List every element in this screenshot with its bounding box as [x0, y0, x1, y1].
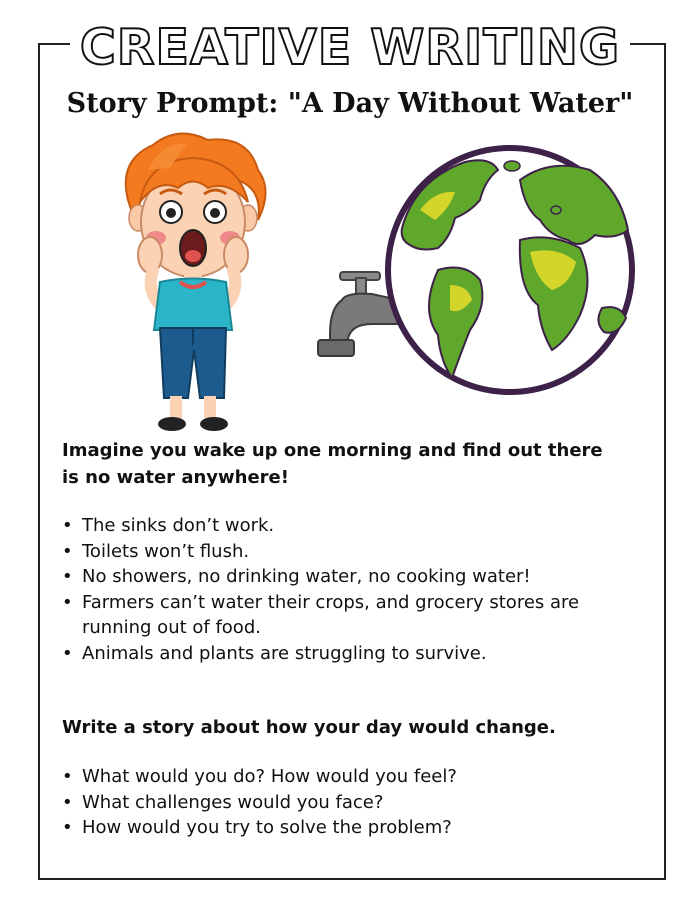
earth-globe-icon — [380, 140, 640, 400]
bullet-icon: • — [62, 515, 73, 536]
list-item: • What would you do? How would you feel? — [62, 764, 602, 790]
list-item: • The sinks don’t work. — [62, 513, 602, 539]
questions-list — [62, 764, 602, 841]
list-item: • Farmers can’t water their crops, and grocery stores are running out of food. — [62, 591, 580, 638]
bullet-icon: • — [62, 766, 73, 787]
page-title: CREATIVE WRITING — [79, 19, 621, 76]
bullet-icon: • — [62, 566, 73, 587]
bullet-icon: • — [62, 791, 73, 813]
page-subtitle: Story Prompt: "A Day Without Water" — [66, 88, 634, 119]
surprised-boy-illustration — [108, 130, 278, 440]
task-heading: Write a story about how your day would change. — [62, 717, 556, 738]
bullet-icon: • — [62, 817, 73, 838]
bullet-icon: • — [62, 591, 73, 613]
list-item: • Animals and plants are struggling to survive. — [62, 641, 602, 667]
bullet-icon: • — [62, 642, 73, 664]
intro-text: Imagine you wake up one morning and find out there is no water anywhere! — [62, 440, 603, 488]
facts-list — [62, 513, 602, 666]
bullet-icon: • — [62, 540, 73, 562]
list-item: • How would you try to solve the problem? — [62, 815, 602, 841]
list-item: • No showers, no drinking water, no cooking water! — [62, 564, 602, 590]
list-item: • Toilets won’t flush. — [62, 539, 602, 565]
list-item: • What challenges would you face? — [62, 790, 602, 816]
